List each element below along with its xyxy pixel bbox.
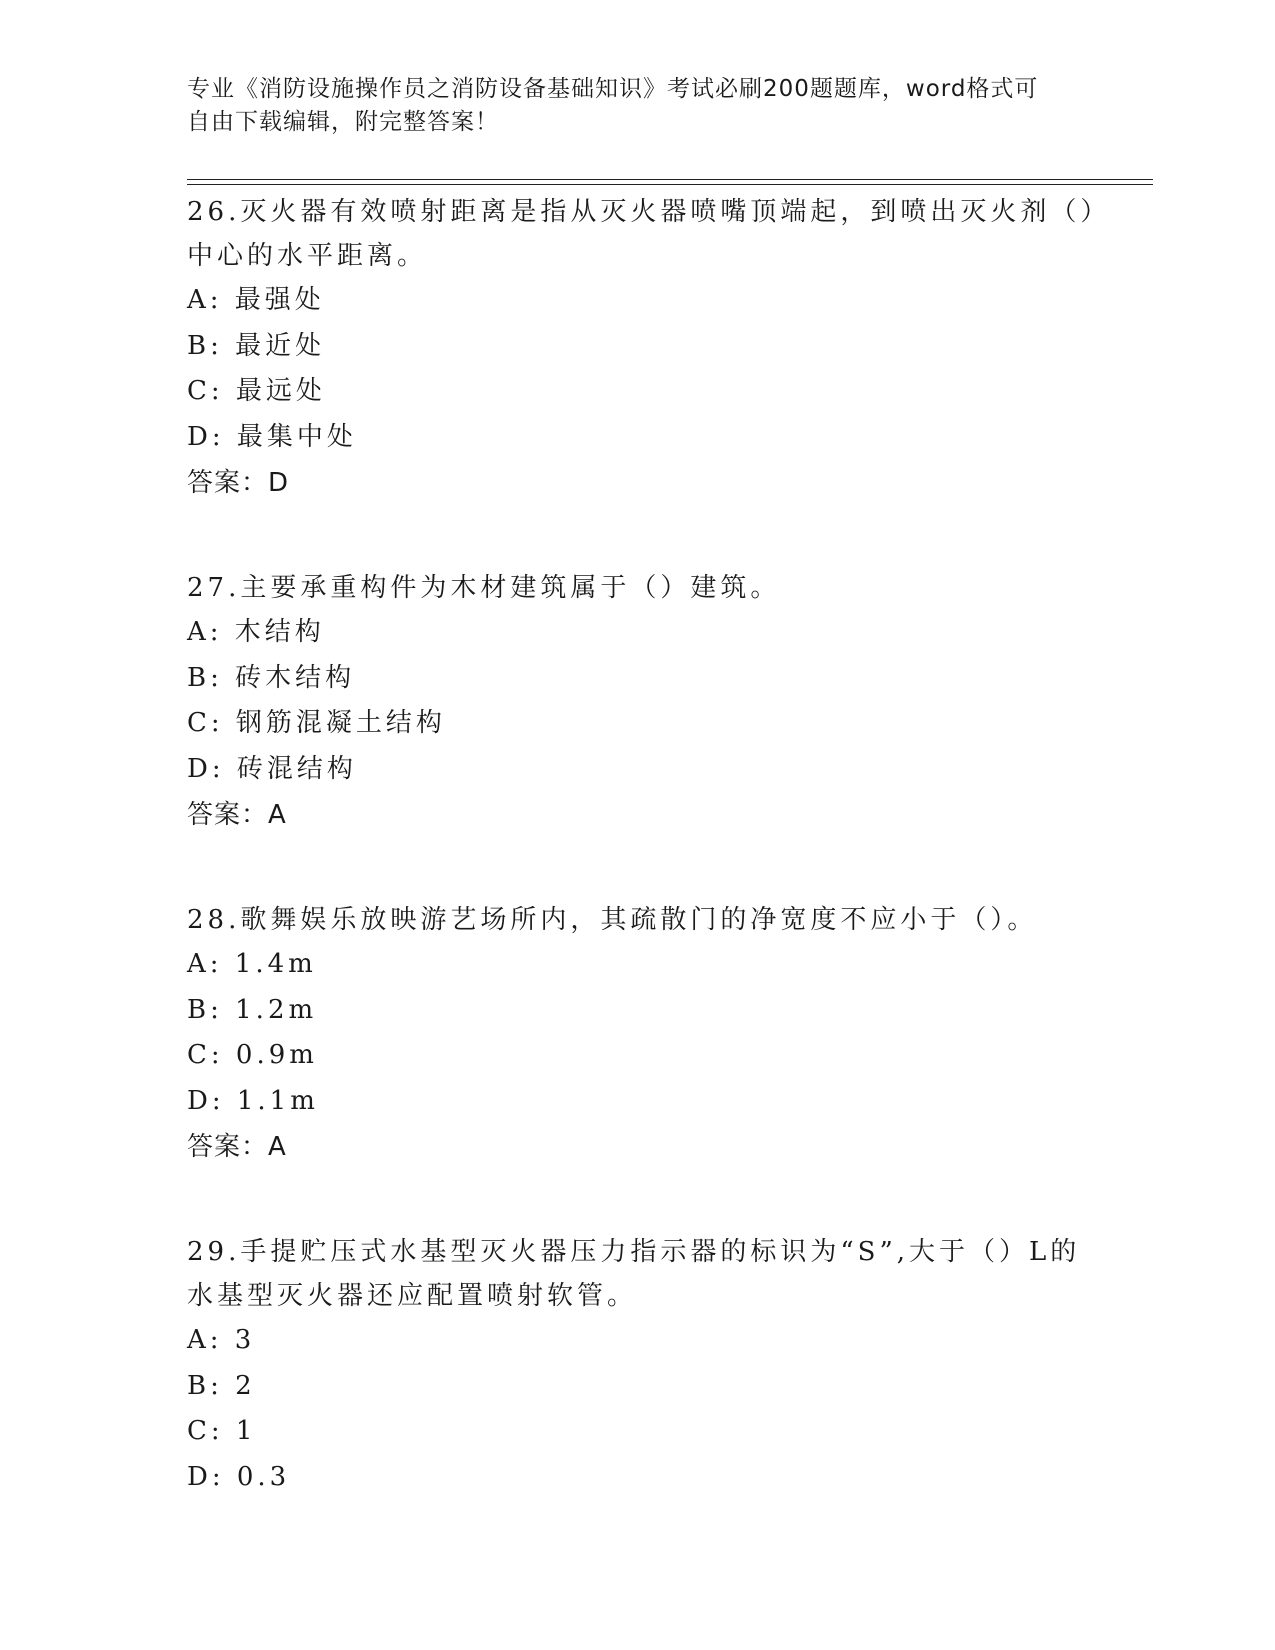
stem-line: 27.主要承重构件为木材建筑属于（）建筑。 <box>187 573 781 603</box>
option-c: C: 最远处 <box>187 376 326 406</box>
question-stem <box>187 898 1087 942</box>
option-c: C: 0.9m <box>187 1040 318 1070</box>
question-27 <box>187 566 1087 838</box>
option-a: A: 木结构 <box>187 617 325 647</box>
option-a: A: 1.4m <box>187 949 317 979</box>
stem-line: 中心的水平距离。 <box>187 241 428 271</box>
header-line: 自由下载编辑，附完整答案！ <box>187 109 499 135</box>
question-stem <box>187 190 1111 278</box>
option-c: C: 钢筋混凝土结构 <box>187 708 446 738</box>
answer-label: 答案：A <box>187 800 287 830</box>
option-b: B: 最近处 <box>187 330 326 361</box>
header-line: 专业《消防设施操作员之消防设备基础知识》考试必刷200题题库，word格式可 <box>187 76 1039 102</box>
question-29 <box>187 1230 1087 1500</box>
option-b: B: 砖木结构 <box>187 662 356 693</box>
question-stem <box>187 1230 1087 1318</box>
header-divider <box>187 184 1153 185</box>
stem-line: 26.灭火器有效喷射距离是指从灭火器喷嘴顶端起，到喷出灭火剂（） <box>187 197 1111 227</box>
answer-label: 答案：D <box>187 468 290 498</box>
stem-line: 水基型灭火器还应配置喷射软管。 <box>187 1281 638 1311</box>
stem-line: 29.手提贮压式水基型灭火器压力指示器的标识为“S”,大于（）L的 <box>187 1237 1081 1267</box>
option-d: D: 最集中处 <box>187 421 357 452</box>
option-a: A: 3 <box>187 1325 256 1355</box>
option-b: B: 1.2m <box>187 994 318 1025</box>
header-divider <box>187 179 1153 180</box>
option-c: C: 1 <box>187 1416 257 1446</box>
document-header <box>187 73 1067 139</box>
option-a: A: 最强处 <box>187 285 325 315</box>
option-b: B: 2 <box>187 1370 256 1401</box>
option-d: D: 0.3 <box>187 1461 291 1492</box>
stem-line: 28.歌舞娱乐放映游艺场所内，其疏散门的净宽度不应小于（）。 <box>187 905 1038 935</box>
option-d: D: 1.1m <box>187 1085 319 1116</box>
question-26 <box>187 190 1111 506</box>
answer-label: 答案：A <box>187 1132 287 1162</box>
option-d: D: 砖混结构 <box>187 753 357 784</box>
question-28 <box>187 898 1087 1170</box>
question-list <box>187 190 1111 1560</box>
question-stem <box>187 566 1087 610</box>
